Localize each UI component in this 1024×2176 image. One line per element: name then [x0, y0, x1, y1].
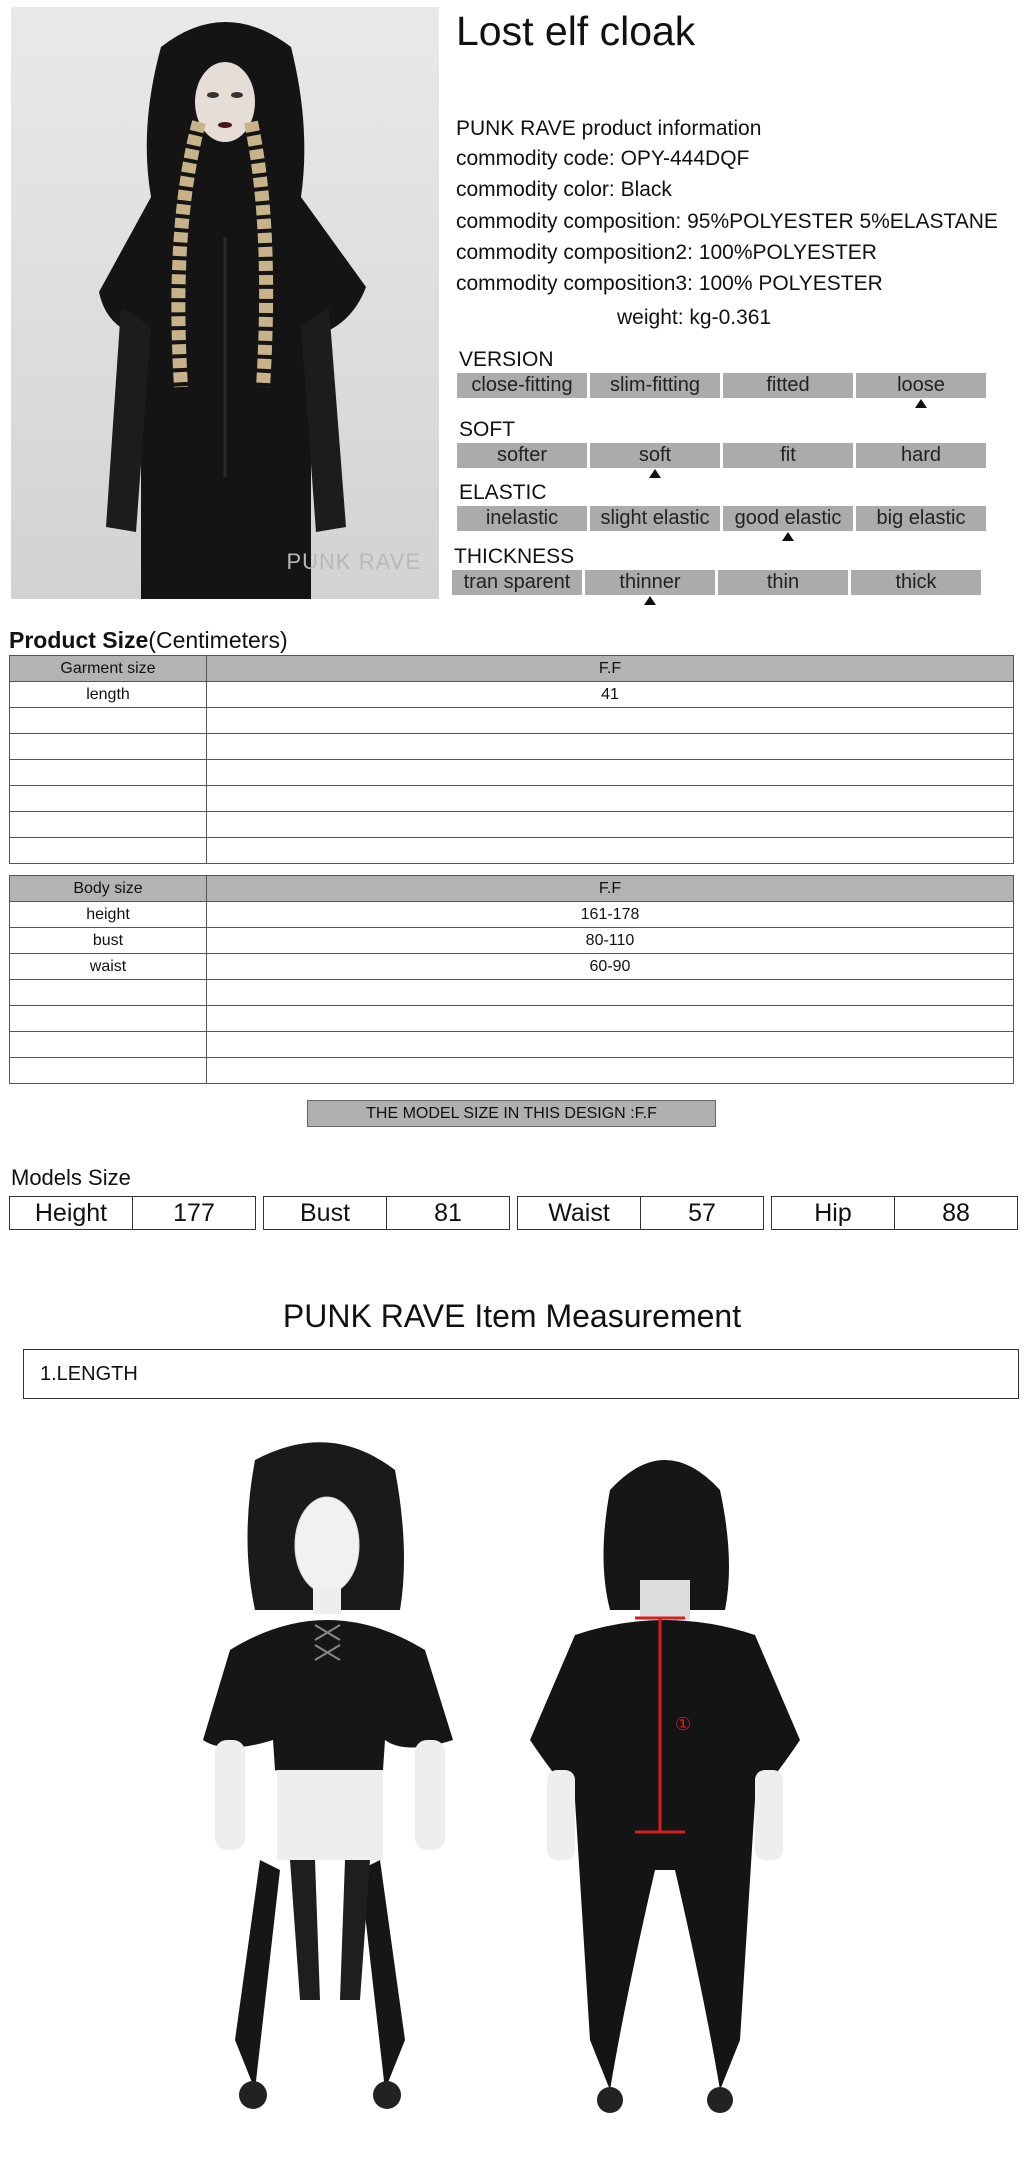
table-cell: [207, 1058, 1014, 1084]
table-row: [10, 954, 1014, 980]
table-cell: [10, 786, 207, 812]
model-stat-value: 177: [173, 1199, 215, 1227]
product-photo: [11, 7, 439, 599]
table-cell: [207, 1032, 1014, 1058]
table-cell: 60-90: [207, 954, 1014, 980]
table-cell: [10, 1032, 207, 1058]
brand-info-line: PUNK RAVE product information: [456, 117, 762, 140]
table-header-row: [10, 876, 1014, 902]
table-cell: [207, 838, 1014, 864]
composition-row: [456, 210, 998, 234]
measurement-title: PUNK RAVE Item Measurement: [282, 1298, 742, 1334]
models-size-row: [9, 1196, 1018, 1230]
table-header-cell: F.F: [207, 656, 1014, 682]
product-size-title: [9, 627, 288, 654]
table-row: [10, 902, 1014, 928]
model-stat-label: Height: [10, 1197, 133, 1229]
table-cell: [207, 734, 1014, 760]
table-row: [10, 1006, 1014, 1032]
table-cell: waist: [10, 954, 207, 980]
color-value: Black: [620, 178, 672, 201]
scale-elastic-label: ELASTIC: [459, 481, 547, 504]
table-row: [10, 812, 1014, 838]
scale-option: good elastic: [723, 506, 853, 531]
weight-row: [617, 306, 771, 330]
table-cell: [207, 708, 1014, 734]
weight-value: kg-0.361: [689, 306, 772, 329]
table-cell: length: [10, 682, 207, 708]
scale-soft: [457, 443, 986, 468]
scale-version-label: VERSION: [459, 348, 554, 371]
product-front-view-image: [195, 1440, 465, 2130]
scale-thickness: [452, 570, 981, 595]
table-row: [10, 682, 1014, 708]
scale-option: close-fitting: [457, 373, 587, 398]
table-cell: [10, 734, 207, 760]
table-row: [10, 838, 1014, 864]
scale-version: [457, 373, 986, 398]
scale-option: fitted: [723, 373, 853, 398]
measurement-legend: 1.LENGTH: [23, 1349, 1019, 1399]
table-cell: [10, 980, 207, 1006]
table-row: [10, 928, 1014, 954]
table-row: [10, 1058, 1014, 1084]
table-header-cell: F.F: [207, 876, 1014, 902]
product-size-heading: Product Size: [9, 627, 149, 653]
composition-label: commodity composition:: [456, 210, 682, 233]
selected-indicator-icon: [782, 532, 794, 541]
model-stat-label: Hip: [772, 1197, 895, 1229]
scale-option: loose: [856, 373, 986, 398]
scale-elastic: [457, 506, 986, 531]
table-cell: [10, 1058, 207, 1084]
table-row: [10, 734, 1014, 760]
table-row: [10, 980, 1014, 1006]
model-hip-cell: [771, 1196, 1018, 1230]
selected-indicator-icon: [644, 596, 656, 605]
scale-option: thick: [851, 570, 981, 595]
watermark: PUNK RAVE: [286, 549, 421, 574]
table-cell: [207, 1006, 1014, 1032]
scale-option: slim-fitting: [590, 373, 720, 398]
table-header-row: [10, 656, 1014, 682]
composition3-value: 100% POLYESTER: [698, 272, 883, 295]
table-cell: [10, 812, 207, 838]
table-row: [10, 1032, 1014, 1058]
table-row: [10, 786, 1014, 812]
model-stat-value: 57: [688, 1199, 716, 1227]
scale-thickness-label: THICKNESS: [454, 545, 575, 568]
product-size-unit: (Centimeters): [148, 627, 288, 653]
garment-size-table: [9, 655, 1014, 864]
commodity-code-row: [456, 147, 749, 171]
table-cell: 161-178: [207, 902, 1014, 928]
measure-marker: ①: [675, 1714, 692, 1735]
scale-option: soft: [590, 443, 720, 468]
model-stat-label: Waist: [518, 1197, 641, 1229]
model-stat-label: Bust: [264, 1197, 387, 1229]
scale-option: big elastic: [856, 506, 986, 531]
table-cell: [207, 760, 1014, 786]
model-bust-cell: [263, 1196, 510, 1230]
color-label: commodity color:: [456, 178, 615, 201]
composition2-row: [456, 241, 877, 265]
composition-value: 95%POLYESTER 5%ELASTANE: [687, 210, 998, 233]
code-label: commodity code:: [456, 147, 615, 170]
scale-option: thin: [718, 570, 848, 595]
table-cell: [207, 786, 1014, 812]
table-cell: bust: [10, 928, 207, 954]
table-cell: [10, 1006, 207, 1032]
composition3-label: commodity composition3:: [456, 272, 693, 295]
table-cell: 80-110: [207, 928, 1014, 954]
model-stat-value: 88: [942, 1199, 970, 1227]
model-wearing-cloak-image: [11, 7, 439, 599]
table-header-cell: Body size: [10, 876, 207, 902]
body-size-table: [9, 875, 1014, 1084]
model-waist-cell: [517, 1196, 764, 1230]
selected-indicator-icon: [915, 399, 927, 408]
table-row: [10, 708, 1014, 734]
model-height-cell: [9, 1196, 256, 1230]
weight-label: weight:: [617, 306, 684, 329]
table-row: [10, 760, 1014, 786]
scale-soft-label: SOFT: [459, 418, 515, 441]
scale-option: fit: [723, 443, 853, 468]
scale-option: inelastic: [457, 506, 587, 531]
scale-option: tran sparent: [452, 570, 582, 595]
composition2-value: 100%POLYESTER: [698, 241, 877, 264]
model-stat-value: 81: [434, 1199, 462, 1227]
selected-indicator-icon: [649, 469, 661, 478]
scale-option: slight elastic: [590, 506, 720, 531]
table-cell: [10, 760, 207, 786]
scale-option: softer: [457, 443, 587, 468]
table-cell: [207, 812, 1014, 838]
model-size-banner: THE MODEL SIZE IN THIS DESIGN :F.F: [307, 1100, 716, 1127]
product-title: Lost elf cloak: [456, 8, 696, 54]
commodity-color-row: [456, 178, 672, 202]
table-header-cell: Garment size: [10, 656, 207, 682]
table-cell: height: [10, 902, 207, 928]
table-cell: [207, 980, 1014, 1006]
product-back-view-image: [515, 1440, 810, 2130]
table-cell: [10, 708, 207, 734]
table-cell: [10, 838, 207, 864]
composition2-label: commodity composition2:: [456, 241, 693, 264]
scale-option: hard: [856, 443, 986, 468]
models-size-title: Models Size: [11, 1165, 131, 1190]
scale-option: thinner: [585, 570, 715, 595]
table-cell: 41: [207, 682, 1014, 708]
composition3-row: [456, 272, 883, 296]
code-value: OPY-444DQF: [620, 147, 750, 170]
